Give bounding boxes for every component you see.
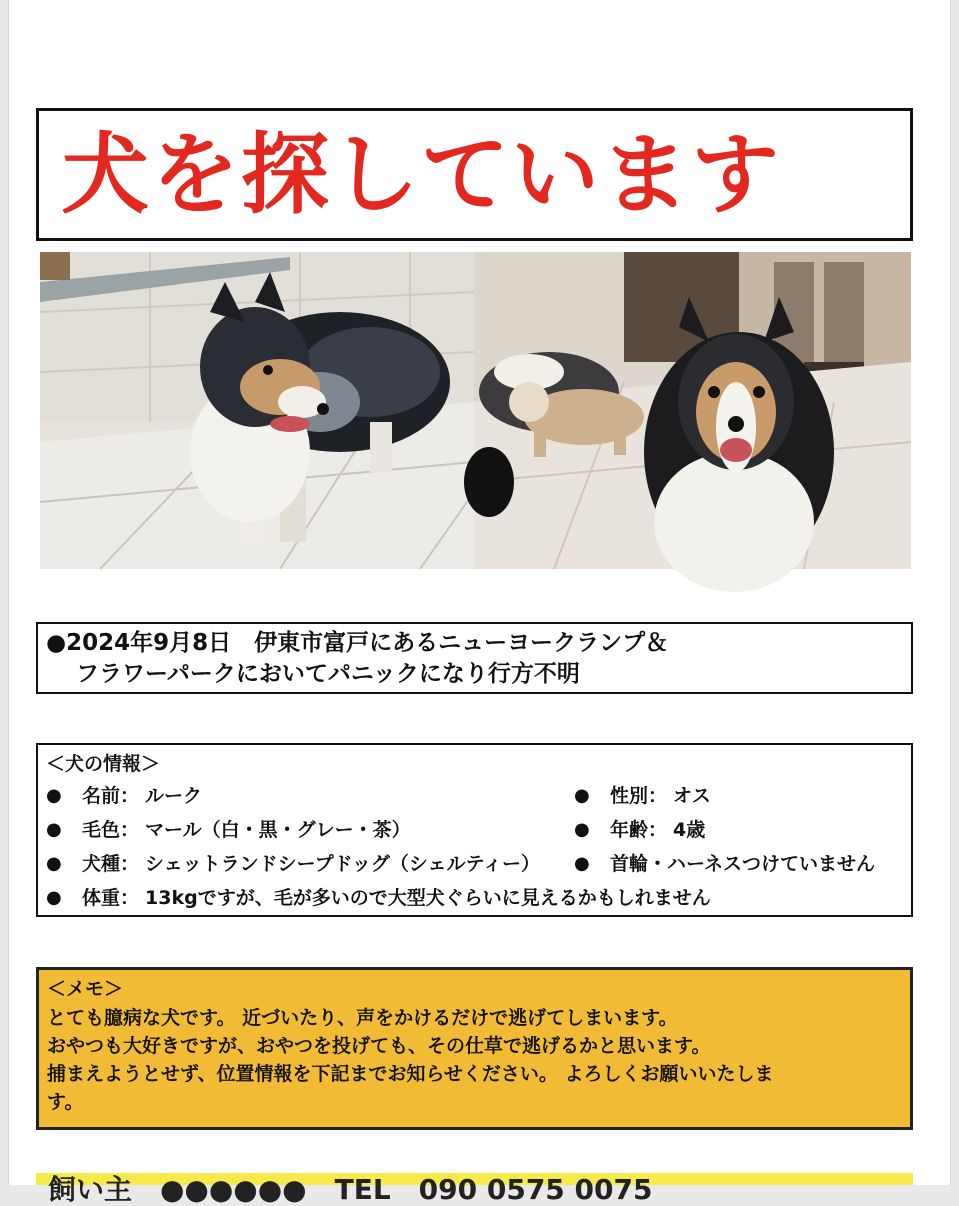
memo-line-3: 捕まえようとせず、位置情報を下記までお知らせください。 よろしくお願いいたしま — [47, 1063, 774, 1085]
bullet-icon: ● — [46, 785, 62, 806]
memo-line-4: す。 — [47, 1091, 84, 1113]
poster-page — [8, 0, 951, 1206]
bullet-icon: ● — [574, 819, 590, 840]
collar-value: 首輪・ハーネスつけていません — [610, 853, 876, 875]
name-value: ルーク — [145, 785, 203, 807]
bullet-icon: ● — [46, 853, 62, 874]
sex-label: 性別： — [610, 785, 668, 807]
memo-heading: ＜メモ＞ — [47, 978, 124, 1000]
memo-box — [36, 967, 913, 1130]
info-row — [46, 881, 903, 915]
dog-photo-right — [474, 252, 911, 569]
incident-line-2: フラワーパークにおいてパニックになり行方不明 — [76, 661, 580, 687]
weight-label: 体重： — [82, 887, 140, 909]
memo-line-2: おやつも大好きですが、おやつを投げても、その仕草で逃げるかと思います。 — [47, 1035, 711, 1057]
contact-text: 飼い主 ●●●●●● TEL 090 0575 0075 — [48, 1173, 653, 1206]
dog-info-box — [36, 743, 913, 917]
dog-photo-left — [40, 252, 474, 569]
sex-value: オス — [673, 785, 711, 807]
color-label: 毛色： — [82, 819, 140, 841]
info-row — [46, 847, 903, 881]
bullet-icon: ● — [46, 819, 62, 840]
age-value: 4歳 — [673, 819, 706, 841]
incident-box — [36, 622, 913, 694]
name-label: 名前： — [82, 785, 140, 807]
contact-strip — [36, 1173, 913, 1206]
info-row — [46, 779, 903, 813]
color-value: マール（白・黒・グレー・茶） — [145, 819, 411, 841]
bullet-icon: ● — [46, 887, 62, 908]
breed-value: シェットランドシープドッグ（シェルティー） — [145, 853, 541, 875]
poster-title: 犬を探しています — [61, 122, 782, 226]
breed-label: 犬種： — [82, 853, 140, 875]
bullet-icon: ● — [574, 785, 590, 806]
info-heading: ＜犬の情報＞ — [46, 753, 161, 775]
weight-value: 13kgですが、毛が多いので大型犬ぐらいに見えるかもしれません — [145, 887, 711, 909]
incident-line-1: ●2024年9月8日 伊東市富戸にあるニューヨークランプ＆ — [46, 630, 669, 656]
title-box — [36, 108, 913, 241]
bullet-icon: ● — [574, 853, 590, 874]
memo-line-1: とても臆病な犬です。 近づいたり、声をかけるだけで逃げてしまいます。 — [47, 1007, 678, 1029]
info-row — [46, 813, 903, 847]
age-label: 年齢： — [610, 819, 668, 841]
